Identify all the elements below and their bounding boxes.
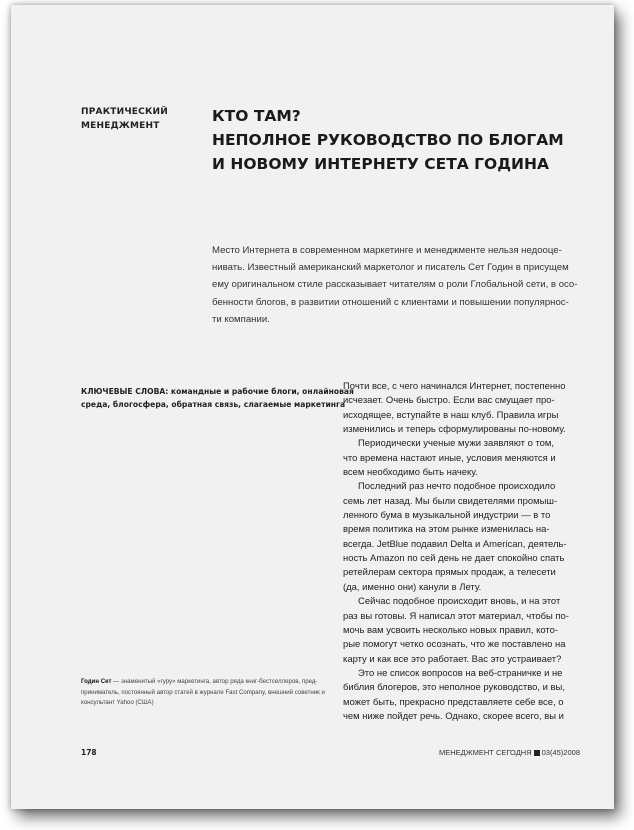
body-line: всегда. JetBlue подавил Delta и American, деятель- [343,538,567,550]
keywords-line: среда, блогосфера, обратная связь, слагаемые маркетинга [81,400,346,409]
body-line: мочь вам усвоить несколько новых правил, кото- [343,624,558,636]
section-label-line: ПРАКТИЧЕСКИЙ [81,107,168,117]
author-name: Годин Сет [81,678,112,685]
lead-line: бенности блогов, в развитии отношений с клиентами и повышении популярнос- [212,296,569,308]
body-line: ретейлерам сектора прямых продаж, а телесети [343,567,556,579]
article-body [343,380,599,724]
body-line: Сейчас подобное происходит вновь, и на этот [358,596,561,608]
lead-line: ему оригинальном стиле рассказывает читателям о роли Глобальной сети, в осо- [212,279,578,291]
author-bio-line: консультант Yahoo (США) [81,699,154,707]
lead-line: Место Интернета в современном маркетинге и менеджменте нельзя недооце- [212,245,562,256]
body-line: всем необходимо быть начеку. [343,467,478,479]
body-line: (да, именно они) канули в Лету. [343,581,482,593]
body-line: ность Amazon по сей день не дает спокойно спать [343,553,565,565]
body-line: исчезает. Очень быстро. Если вас смущает про- [343,395,555,407]
page-number: 178 [81,748,97,757]
body-line: исходящее, вступайте в наш клуб. Правила игры [343,409,559,421]
body-line: ленного бума в музыкальной индустрии — в то [343,510,551,522]
body-line: раз вы готовы. Я написал этот материал, чтобы по- [343,610,569,622]
body-line: Почти все, с чего начинался Интернет, постепенно [343,381,566,392]
journal-name: МЕНЕДЖМЕНТ СЕГОДНЯ [438,748,532,757]
keywords-line: КЛЮЧЕВЫЕ СЛОВА: командные и рабочие блоги, онлайновая [81,387,354,396]
body-line: может быть, прекрасно представляете себе все, о [343,696,564,708]
author-bio [81,677,343,709]
body-line: карту и как все это работает. Вас это устраивает? [343,653,562,665]
body-line: Периодически ученые мужи заявляют о том, [358,438,555,450]
lead-line: нивать. Известный американский маркетолог и писатель Сет Годин в присущем [212,262,569,274]
section-label-line: МЕНЕДЖМЕНТ [81,121,160,131]
section-label [81,105,201,133]
body-line: изменились и теперь сформулированы по-новому. [343,424,566,436]
journal-page [11,5,614,809]
article-title [212,104,602,176]
lead-paragraph [212,242,592,328]
title-line: НЕПОЛНОЕ РУКОВОДСТВО ПО БЛОГАМ [212,131,564,149]
body-line: Это не список вопросов на веб-страничке и не [358,667,563,679]
body-line: Последний раз нечто подобное происходило [358,481,556,493]
author-bio-text: — знаменитый «гуру» маркетинга, автор ряда книг-бестселлеров, пред- [111,678,318,685]
title-line: КТО ТАМ? [212,107,301,125]
issue-number: 03(45)2008 [541,748,580,757]
body-line: рые помогут четко осознать, что же поставлено на [343,639,566,651]
title-line: И НОВОМУ ИНТЕРНЕТУ СЕТА ГОДИНА [212,155,549,173]
body-line: время политика на этом рынке изменилась на- [343,524,550,536]
body-line: чем ниже пойдет речь. Однако, скорее всего, вы и [343,710,564,722]
square-bullet-icon [534,750,540,756]
body-line: семь лет назад. Мы были свидетелями промыш- [343,495,558,507]
keywords [81,385,354,411]
body-line: библия блогеров, это неполное руководство, и вы, [343,682,565,694]
author-bio-line: приниматель, постоянный автор статей в журнале Fast Company, внешний советник и [81,688,325,696]
body-line: что времена настают иные, условия меняются и [343,452,556,464]
journal-footer [439,748,580,757]
author-bio-line [81,677,343,688]
lead-line: ти компании. [212,313,270,325]
